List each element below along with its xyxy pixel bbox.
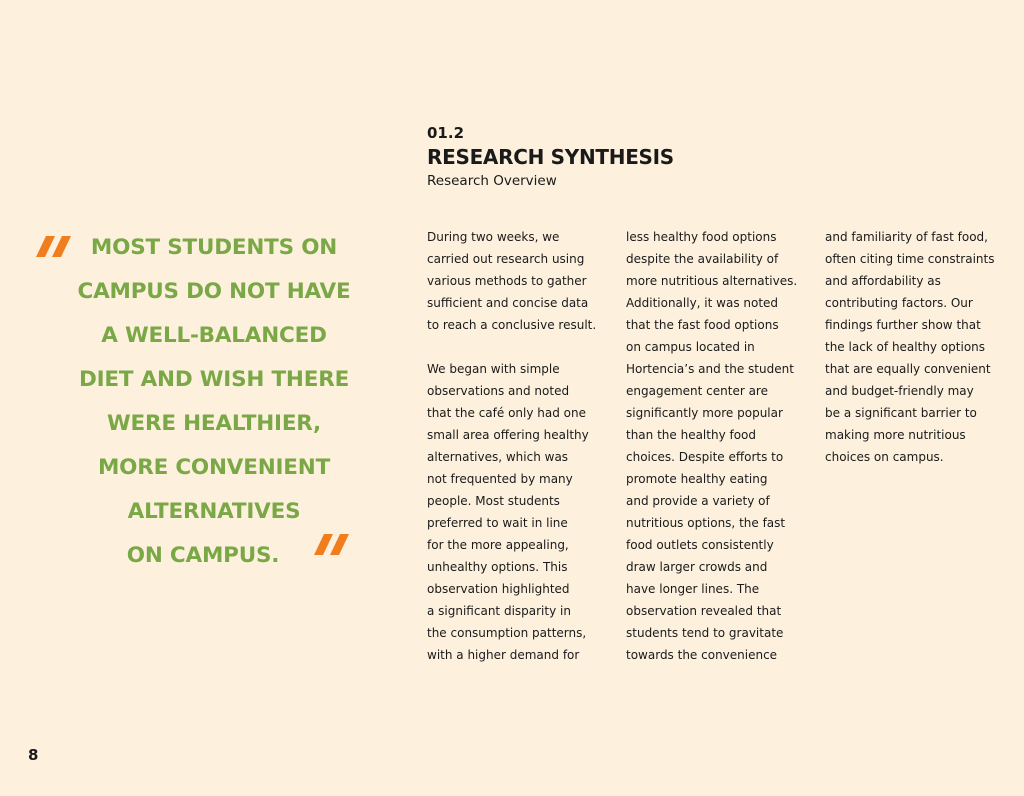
- body-text-line: promote healthy eating: [626, 472, 768, 486]
- pull-quote: [36, 226, 392, 578]
- body-text-line: making more nutritious: [825, 428, 966, 442]
- body-text-line: and budget-friendly may: [825, 384, 974, 398]
- body-text-line: students tend to gravitate: [626, 626, 784, 640]
- body-text-line: towards the convenience: [626, 648, 778, 662]
- open-quote-icon: [36, 236, 74, 262]
- body-text-line: and familiarity of fast food,: [825, 230, 988, 244]
- body-text-line: nutritious options, the fast: [626, 516, 786, 530]
- body-text-line: various methods to gather: [427, 274, 587, 288]
- body-text-line: less healthy food options: [626, 230, 777, 244]
- body-text-line: contributing factors. Our: [825, 296, 973, 310]
- pull-quote-text: [36, 226, 392, 578]
- body-text-line: than the healthy food: [626, 428, 757, 442]
- text-column-3: [825, 226, 1015, 468]
- section-title: RESEARCH SYNTHESIS: [427, 145, 674, 169]
- body-text-line: be a significant barrier to: [825, 406, 977, 420]
- body-text-line: findings further show that: [825, 318, 981, 332]
- body-text-line: on campus located in: [626, 340, 755, 354]
- body-text-line: despite the availability of: [626, 252, 779, 266]
- body-text-line: to reach a conclusive result.: [427, 318, 597, 332]
- pull-quote-line: WERE HEALTHIER,: [106, 411, 322, 436]
- pull-quote-line: MOST STUDENTS ON: [90, 235, 338, 260]
- text-column-2: [626, 226, 816, 666]
- body-text-line: alternatives, which was: [427, 450, 569, 464]
- body-text-line: the lack of healthy options: [825, 340, 986, 354]
- section-number: 01.2: [427, 124, 465, 142]
- body-text-line: engagement center are: [626, 384, 768, 398]
- body-text-line: unhealthy options. This: [427, 560, 568, 574]
- body-text-line: and provide a variety of: [626, 494, 770, 508]
- body-text-line: observation revealed that: [626, 604, 782, 618]
- body-text-line: people. Most students: [427, 494, 560, 508]
- body-text-line: for the more appealing,: [427, 538, 569, 552]
- body-text-line: observation highlighted: [427, 582, 570, 596]
- close-quote-icon: [314, 534, 352, 560]
- body-text-line: carried out research using: [427, 252, 585, 266]
- body-text-line: with a higher demand for: [427, 648, 580, 662]
- body-text-line: not frequented by many: [427, 472, 573, 486]
- body-text-line: more nutritious alternatives.: [626, 274, 798, 288]
- body-text-line: observations and noted: [427, 384, 570, 398]
- pull-quote-line: CAMPUS DO NOT HAVE: [77, 279, 351, 304]
- body-text-line: draw larger crowds and: [626, 560, 768, 574]
- body-text-line: sufficient and concise data: [427, 296, 589, 310]
- pull-quote-line: A WELL-BALANCED: [101, 323, 327, 348]
- body-text-line: [427, 336, 617, 358]
- body-text-line: We began with simple: [427, 362, 560, 376]
- body-text-line: and affordability as: [825, 274, 941, 288]
- pull-quote-line: DIET AND WISH THERE: [78, 367, 350, 392]
- body-text-line: Hortencia’s and the student: [626, 362, 794, 376]
- body-text-line: choices. Despite efforts to: [626, 450, 784, 464]
- pull-quote-line: MORE CONVENIENT: [97, 455, 331, 480]
- page-number: 8: [28, 746, 39, 764]
- body-text-line: choices on campus.: [825, 450, 944, 464]
- body-text-line: often citing time constraints: [825, 252, 995, 266]
- body-text-line: food outlets consistently: [626, 538, 774, 552]
- body-text-line: the consumption patterns,: [427, 626, 587, 640]
- section-header: [427, 123, 674, 191]
- body-text-line: that the café only had one: [427, 406, 586, 420]
- text-column-1: [427, 226, 617, 666]
- body-text-line: During two weeks, we: [427, 230, 560, 244]
- body-text-line: small area offering healthy: [427, 428, 589, 442]
- body-text-line: preferred to wait in line: [427, 516, 568, 530]
- body-text-line: a significant disparity in: [427, 604, 571, 618]
- body-text-line: have longer lines. The: [626, 582, 760, 596]
- pull-quote-line: ALTERNATIVES: [127, 499, 301, 524]
- pull-quote-line: ON CAMPUS.: [126, 543, 280, 568]
- section-subtitle: Research Overview: [427, 173, 557, 189]
- body-text-line: Additionally, it was noted: [626, 296, 779, 310]
- body-text-line: significantly more popular: [626, 406, 783, 420]
- body-text-line: that are equally convenient: [825, 362, 991, 376]
- body-text-line: that the fast food options: [626, 318, 779, 332]
